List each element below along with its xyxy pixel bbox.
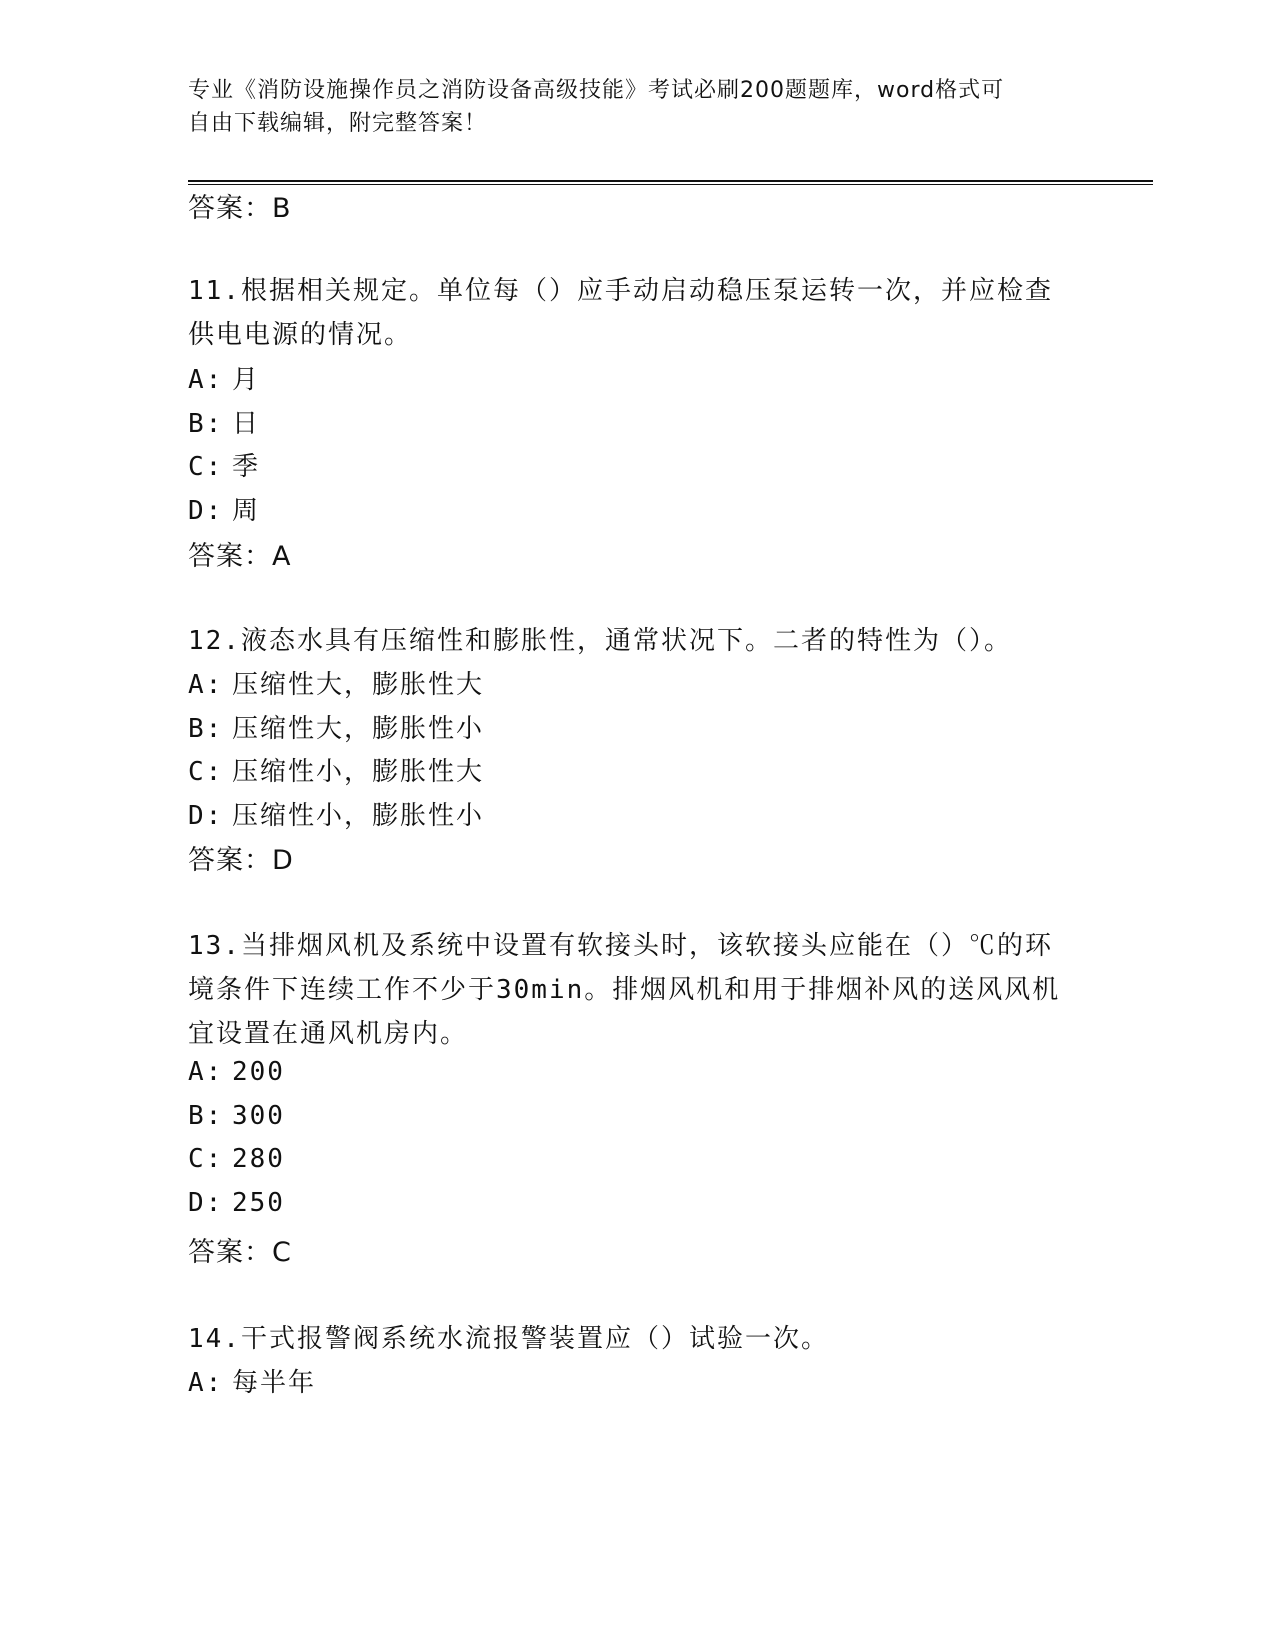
option-label: A: [188,1057,224,1087]
question-13-option-b [188,1101,285,1131]
question-13-answer: 答案：C [188,1237,292,1268]
option-label: D: [188,1188,224,1218]
option-text: 压缩性大，膨胀性小 [232,714,485,744]
option-text: 250 [232,1188,285,1218]
option-text: 280 [232,1144,285,1174]
question-11-option-c [188,446,260,483]
question-12-option-a [188,664,484,701]
header-divider-thin [188,184,1153,185]
question-12-option-c [188,751,484,788]
option-text: 200 [232,1057,285,1087]
option-text: 压缩性小，膨胀性小 [232,801,485,831]
question-11-option-b [188,403,260,440]
option-label: B: [188,714,224,744]
option-label: A: [188,365,224,395]
question-11-option-d [188,490,260,527]
option-label: A: [188,670,224,700]
option-text: 月 [232,365,261,395]
question-13-line-2: 境条件下连续工作不少于30min。排烟风机和用于排烟补风的送风风机 [188,975,1061,1005]
question-13-option-d [188,1188,285,1218]
header-line-1: 专业《消防设施操作员之消防设备高级技能》考试必刷200题题库，word格式可 [188,78,1005,103]
option-label: C: [188,757,224,787]
question-13-option-c [188,1144,285,1174]
question-13-option-a [188,1057,285,1087]
option-label: B: [188,409,224,439]
question-12-answer: 答案：D [188,845,294,876]
question-11-option-a [188,359,260,396]
question-13-line-1: 13.当排烟风机及系统中设置有软接头时，该软接头应能在（）℃的环 [188,931,1053,961]
option-text: 季 [232,452,261,482]
question-11-line-1: 11.根据相关规定。单位每（）应手动启动稳压泵运转一次，并应检查 [188,276,1053,306]
option-label: B: [188,1101,224,1131]
option-text: 日 [232,409,261,439]
header-line-2: 自由下载编辑，附完整答案！ [188,111,488,136]
document-header [188,74,1088,140]
question-11-line-2: 供电电源的情况。 [188,320,413,350]
option-label: A: [188,1368,224,1398]
option-text: 300 [232,1101,285,1131]
option-text: 压缩性小，膨胀性大 [232,757,485,787]
option-label: C: [188,1144,224,1174]
header-divider [188,180,1153,182]
question-12-option-d [188,795,484,832]
question-14-option-a [188,1362,316,1399]
option-text: 每半年 [232,1368,317,1398]
option-text: 周 [232,496,261,526]
question-13-line-3: 宜设置在通风机房内。 [188,1019,469,1049]
question-14-line-1: 14.干式报警阀系统水流报警装置应（）试验一次。 [188,1324,829,1354]
answer-previous: 答案：B [188,193,292,224]
question-12-line-1: 12.液态水具有压缩性和膨胀性，通常状况下。二者的特性为（）。 [188,626,1012,656]
question-12-option-b [188,708,484,745]
option-label: D: [188,801,224,831]
option-label: C: [188,452,224,482]
question-11-answer: 答案：A [188,541,292,572]
option-label: D: [188,496,224,526]
option-text: 压缩性大，膨胀性大 [232,670,485,700]
